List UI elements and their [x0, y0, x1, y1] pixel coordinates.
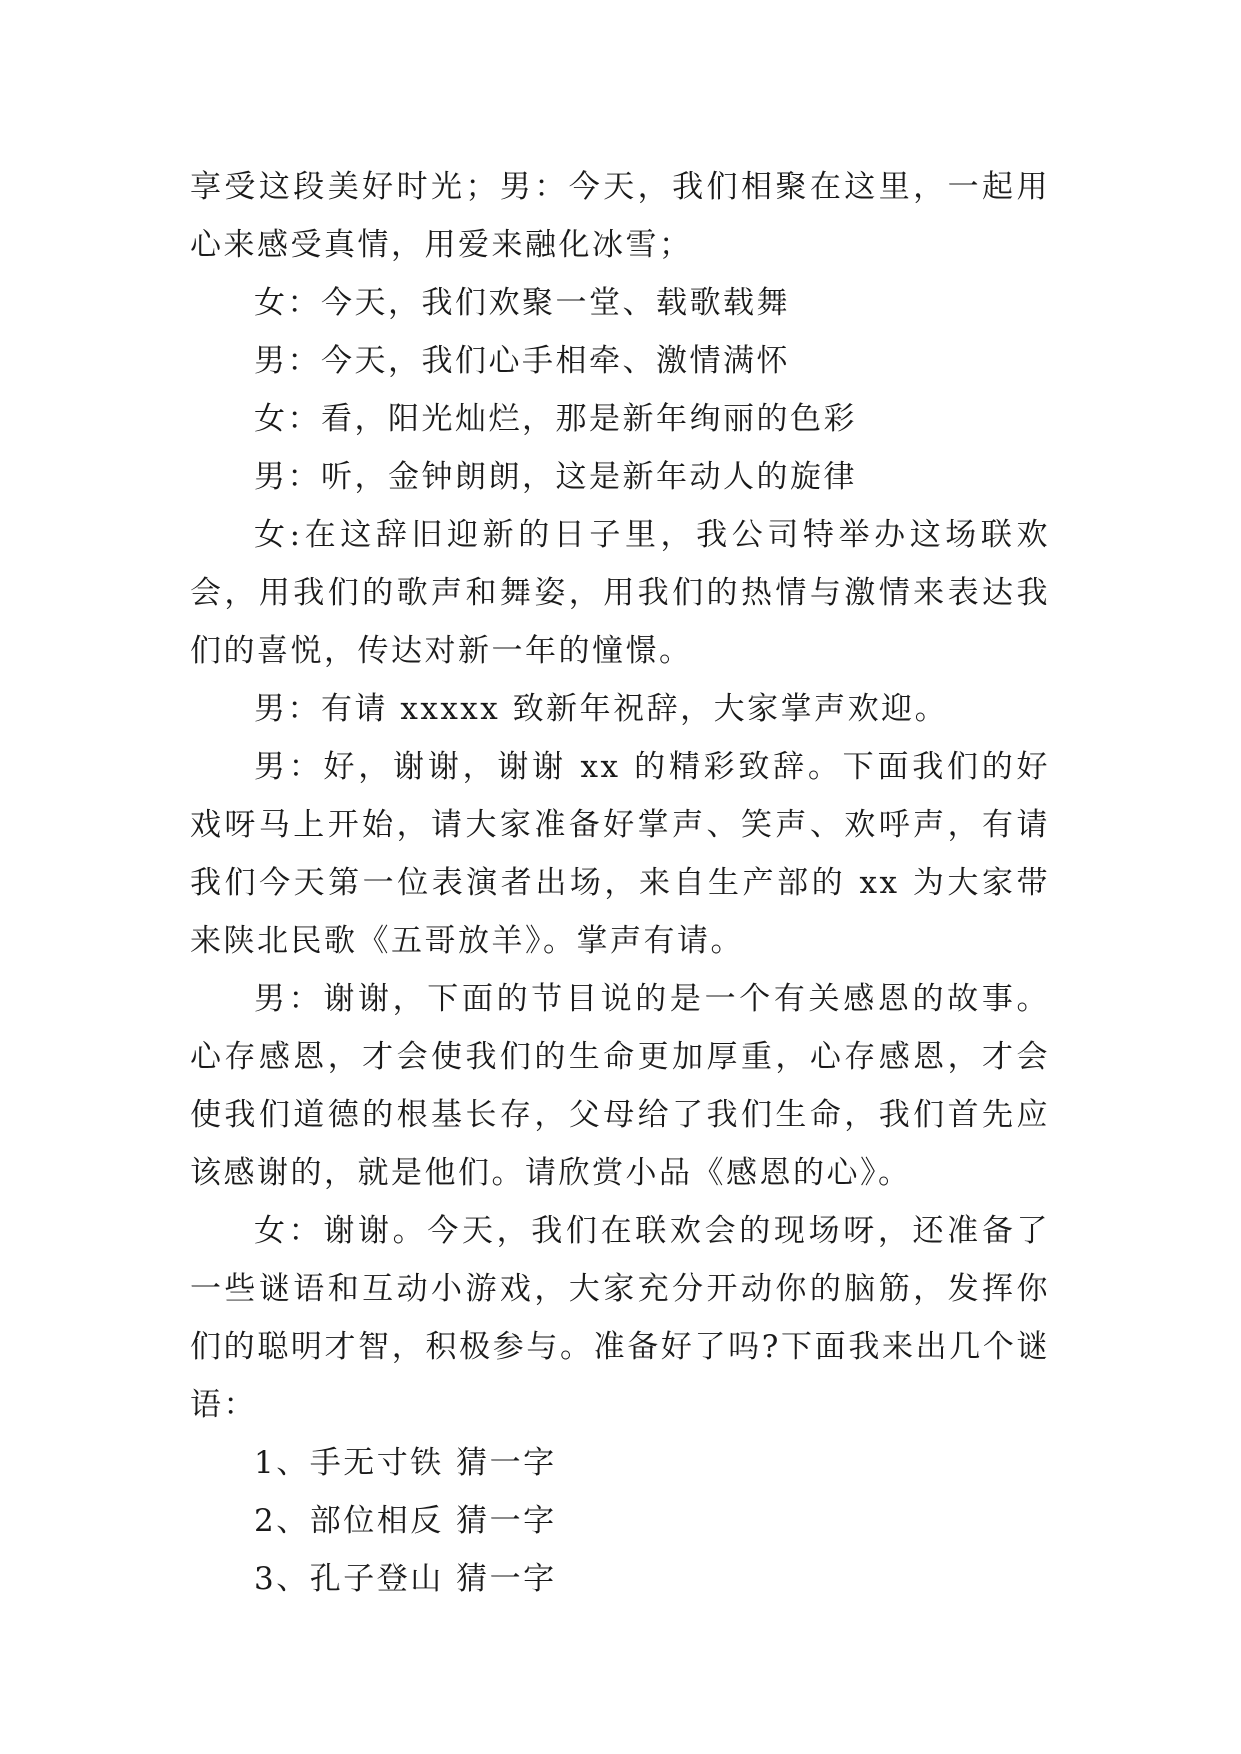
paragraph: 女：谢谢。今天，我们在联欢会的现场呀，还准备了一些谜语和互动小游戏，大家充分开动你的脑筋，发挥你们的聪明才智，积极参与。准备好了吗?下面我来出几个谜语：	[190, 1213, 1050, 1423]
paragraph: 男：好，谢谢，谢谢 xx 的精彩致辞。下面我们的好戏呀马上开始，请大家准备好掌声、笑声、欢呼声，有请我们今天第一位表演者出场，来自生产部的 xx 为大家带来陕北民歌《五哥放羊》。掌声有请。	[190, 749, 1050, 959]
paragraph: 女：今天，我们欢聚一堂、载歌载舞	[254, 285, 790, 321]
riddle-item: 1、手无寸铁 猜一字	[254, 1445, 557, 1481]
paragraph: 男：有请 xxxxx 致新年祝辞，大家掌声欢迎。	[254, 691, 949, 727]
paragraph: 男：今天，我们心手相牵、激情满怀	[254, 343, 790, 379]
paragraph: 女:在这辞旧迎新的日子里，我公司特举办这场联欢会，用我们的歌声和舞姿，用我们的热情与激情来表达我们的喜悦，传达对新一年的憧憬。	[190, 517, 1050, 669]
riddle-item: 2、部位相反 猜一字	[254, 1503, 557, 1539]
riddle-item: 3、孔子登山 猜一字	[254, 1561, 557, 1597]
document-body	[190, 158, 1050, 1608]
paragraph: 女：看，阳光灿烂，那是新年绚丽的色彩	[254, 401, 857, 437]
paragraph: 享受这段美好时光；男：今天，我们相聚在这里，一起用心来感受真情，用爱来融化冰雪；	[190, 169, 1050, 263]
paragraph: 男：谢谢，下面的节目说的是一个有关感恩的故事。心存感恩，才会使我们的生命更加厚重，心存感恩，才会使我们道德的根基长存，父母给了我们生命，我们首先应该感谢的，就是他们。请欣赏小品《感恩的心》。	[190, 981, 1050, 1191]
paragraph: 男：听，金钟朗朗，这是新年动人的旋律	[254, 459, 857, 495]
